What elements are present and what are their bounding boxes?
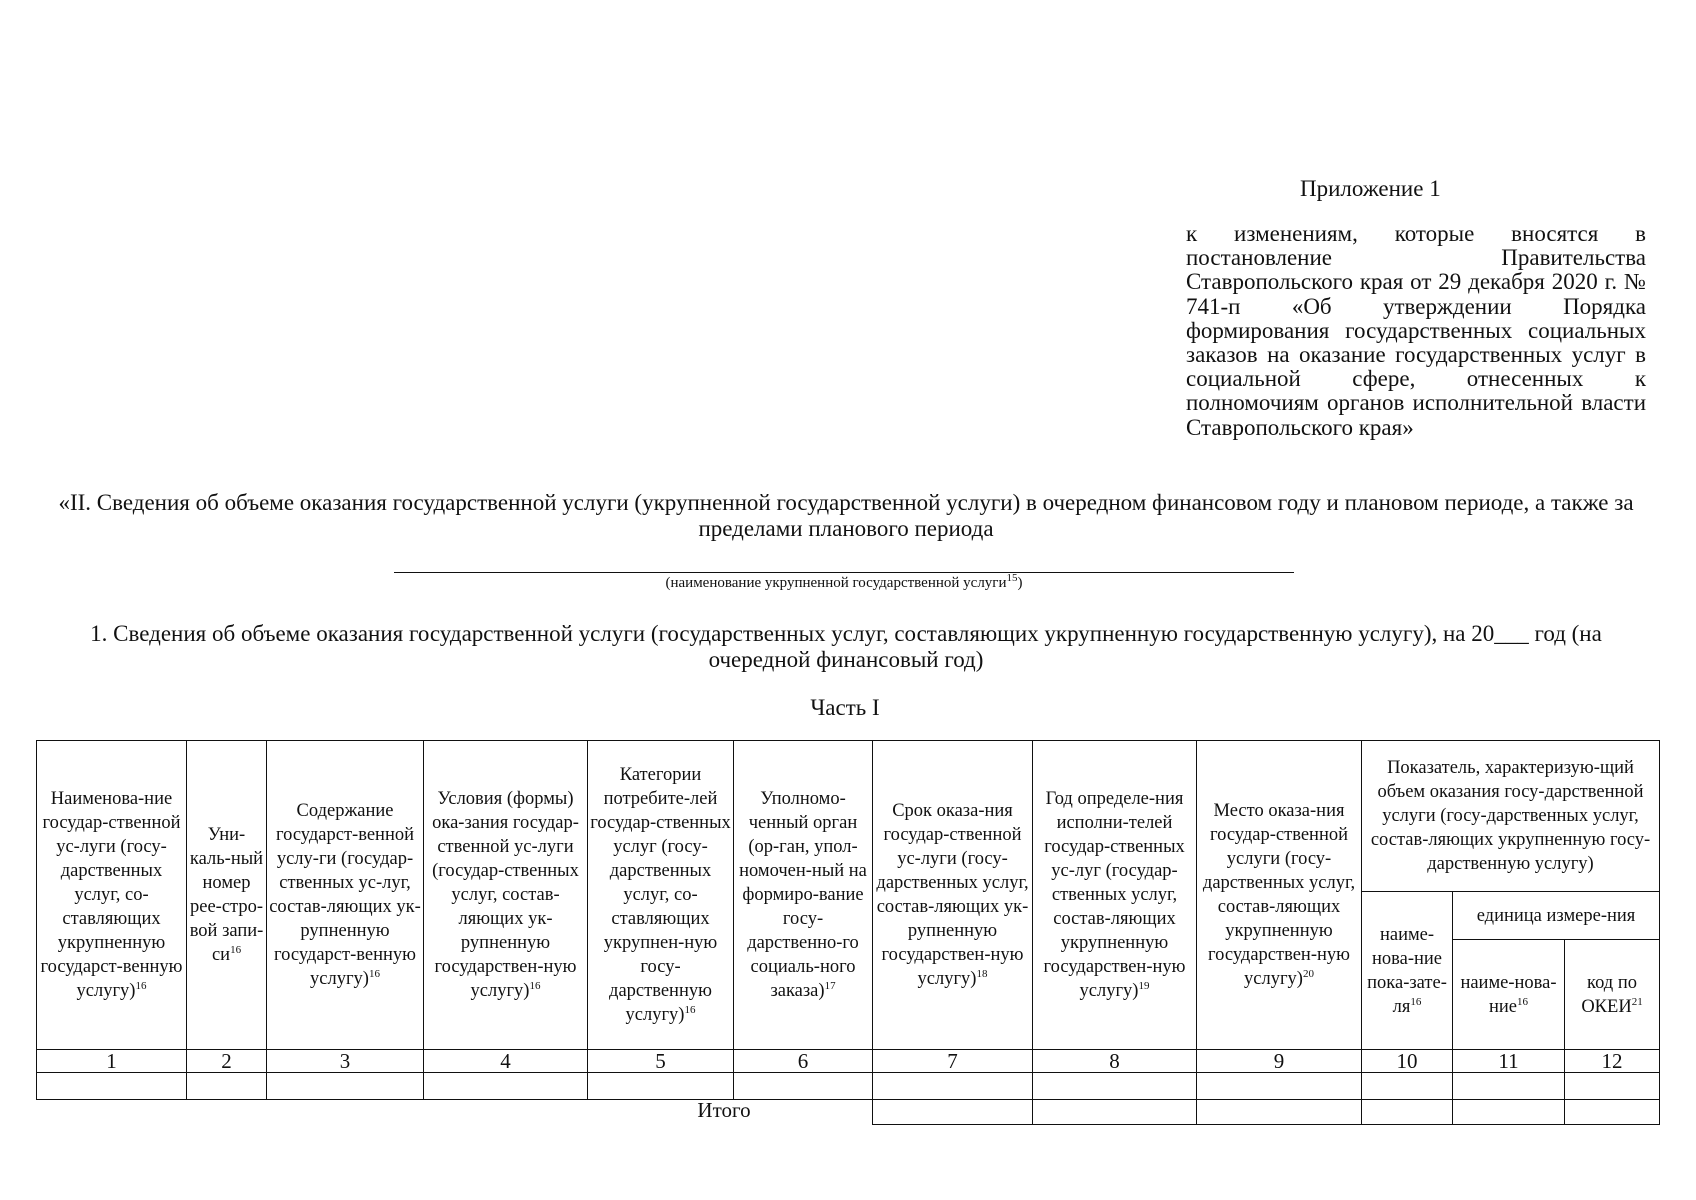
service-name-caption: (наименование укрупненной государственной услуги$^{15}$) — [665, 572, 1023, 591]
table-cell — [1452, 1072, 1565, 1100]
header-cell-conditions: Условия (формы) ока-зания государ-ственной ус-луги (государ-ственных услуг, состав-ляющих ук-рупненную государствен-ную услугу)$^{16}$ — [423, 740, 588, 1050]
column-number: 10 — [1361, 1049, 1453, 1073]
column-number: 5 — [587, 1049, 734, 1073]
column-number: 8 — [1032, 1049, 1197, 1073]
section-title: «II. Сведения об объеме оказания государственной услуги (укрупненной государственной услуги) в очередном финансовом году и плановом периоде, а также за пределами планового периода — [58, 490, 1634, 541]
appendix-title: Приложение 1 — [1300, 176, 1441, 201]
column-number: 1 — [36, 1049, 187, 1073]
service-name-line — [394, 572, 1294, 573]
table-cell — [1032, 1072, 1197, 1100]
column-number: 7 — [872, 1049, 1033, 1073]
header-cell-authorized-body: Уполномо-ченный орган (ор-ган, упол-номочен-ный на формиро-вание госу-дарственно-го социаль-ного заказа)$^{17}$ — [733, 740, 873, 1050]
total-cell — [1361, 1099, 1453, 1125]
table-cell — [1361, 1072, 1453, 1100]
header-cell-service-name: Наименова-ние государ-ственной ус-луги (госу-дарственных услуг, со-ставляющих укрупненную государст-венную услугу)$^{16}$ — [36, 740, 187, 1050]
header-cell-unit-okei: код по ОКЕИ$^{21}$ — [1564, 939, 1660, 1050]
total-cell — [1032, 1099, 1197, 1125]
table-cell — [1564, 1072, 1660, 1100]
header-cell-indicator-name: наиме-нова-ние пока-$зате-ля^{16}$ — [1361, 891, 1453, 1050]
total-cell — [872, 1099, 1033, 1125]
header-cell-indicator-group: Показатель, характеризую-щий объем оказания госу-дарственной услуги (госу-дарственных услуг, состав-ляющих укрупненную госу-дарственную услугу) — [1361, 740, 1660, 892]
header-cell-term: Срок оказа-ния государ-ственной ус-луги (госу-дарственных услуг, состав-ляющих ук-рупненную государствен-ную услугу)$^{18}$ — [872, 740, 1033, 1050]
table-cell — [733, 1072, 873, 1100]
column-number: 3 — [266, 1049, 424, 1073]
column-number: 2 — [186, 1049, 267, 1073]
subsection-title: 1. Сведения об объеме оказания государственной услуги (государственных услуг, составляющих укрупненную государственную услугу), на 20___ год (на очередной финансовый год) — [90, 621, 1602, 672]
header-cell-year: Год определе-ния исполни-телей государ-ственных ус-луг (государ-ственных услуг, состав-ляющих укрупненную государствен-ную услугу)$^{19}$ — [1032, 740, 1197, 1050]
header-cell-consumer-categories: Категории потребите-лей государ-ственных услуг (госу-дарственных услуг, со-ставляющих укрупнен-ную госу-дарственную услугу)$^{16}$ — [587, 740, 734, 1050]
table-cell — [36, 1072, 187, 1100]
table-cell — [872, 1072, 1033, 1100]
part-title: Часть I — [810, 695, 880, 720]
header-cell-place: Место оказа-ния государ-ственной услуги (госу-дарственных услуг, состав-ляющих укрупненную государствен-ную услугу)$^{20}$ — [1196, 740, 1362, 1050]
table-cell — [266, 1072, 424, 1100]
header-cell-unit-name: наиме-нова-ние$^{16}$ — [1452, 939, 1565, 1050]
total-cell — [1452, 1099, 1565, 1125]
column-number: 6 — [733, 1049, 873, 1073]
table-cell — [423, 1072, 588, 1100]
total-label: Итого — [697, 1098, 751, 1122]
table-cell — [1196, 1072, 1362, 1100]
total-cell — [1196, 1099, 1362, 1125]
column-number: 9 — [1196, 1049, 1362, 1073]
header-cell-content: Содержание государст-венной услу-ги (государ-ственных ус-луг, состав-ляющих ук-рупненную государст-венную услугу)$^{16}$ — [266, 740, 424, 1050]
column-number: 11 — [1452, 1049, 1565, 1073]
table-cell — [587, 1072, 734, 1100]
header-cell-unit-group: единица измере-ния — [1452, 891, 1660, 940]
header-cell-registry-number: Уни-каль-ный номер рее-стро-вой запи-$си^{16}$ — [186, 740, 267, 1050]
column-number: 12 — [1564, 1049, 1660, 1073]
column-number: 4 — [423, 1049, 588, 1073]
total-cell — [1564, 1099, 1660, 1125]
table-cell — [186, 1072, 267, 1100]
appendix-reference-text: к изменениям, которые вносятся в постановление Правительства Ставропольского края от 29 декабря 2020 г. № 741-п «Об утверждении Порядка формирования государственных социальных заказов на оказание государственных услуг в социальной сфере, отнесенных к полномочиям органов исполнительной власти Ставропольского края» — [1186, 221, 1646, 440]
